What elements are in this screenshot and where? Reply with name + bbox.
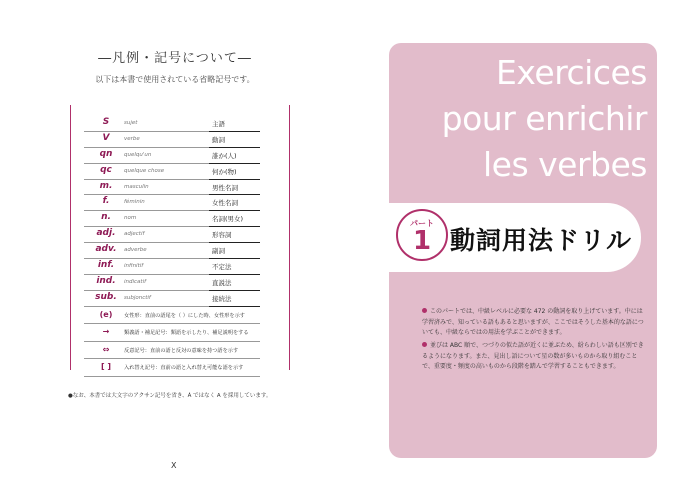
french-title-line: pour enrichir	[441, 99, 647, 138]
table-row	[84, 211, 260, 227]
table-row	[84, 243, 260, 259]
abbreviation: n.	[101, 212, 111, 223]
symbol-description: 類義語・補足記号：類語を示したり、補足説明をする	[124, 330, 249, 337]
symbol: →	[102, 327, 110, 337]
japanese-meaning: 副詞	[212, 247, 225, 256]
footnote: ●なお、本書では大文字のアクサン記号を省き、Á ではなく A を採用しています。	[68, 393, 272, 399]
abbreviation: qn	[99, 148, 113, 159]
table-row	[84, 164, 260, 180]
table-row	[84, 227, 260, 243]
page-title: ―凡例・記号について―	[98, 51, 252, 66]
description-paragraph	[422, 307, 644, 339]
abbreviation: sub.	[95, 291, 117, 302]
abbreviation: f.	[102, 196, 110, 207]
abbreviation: inf.	[97, 260, 115, 271]
bullet-icon	[422, 342, 427, 347]
japanese-meaning: 主語	[212, 120, 225, 128]
symbol-description: 入れ替え記号：直前の語と入れ替え可能な語を示す	[124, 365, 244, 372]
table-row	[84, 275, 260, 291]
japanese-meaning: 動詞	[212, 135, 225, 144]
bullet-icon	[422, 308, 427, 313]
paragraph-text: このパートでは、中級レベルに必要な 472 の動詞を取り上げています。中には学習済みで、知っている語もあると思いますが、ここではそうした基本的な語についても、中級ならではの用法を学ぶことができます。	[422, 308, 644, 336]
full-term: sujet	[124, 120, 138, 126]
japanese-meaning: 形容詞	[212, 231, 232, 240]
abbreviation: m.	[99, 180, 113, 191]
french-title-line: Exercices	[496, 53, 647, 92]
full-term: adjectif	[124, 231, 145, 238]
part-number: 1	[412, 226, 432, 256]
description-paragraph	[422, 341, 644, 373]
table-row	[84, 195, 260, 211]
symbol-row	[84, 307, 260, 325]
symbol: (e)	[99, 309, 113, 319]
symbol: ⇔	[102, 344, 110, 354]
full-term: féminin	[124, 199, 145, 206]
table-row	[84, 180, 260, 196]
japanese-meaning: 男性名詞	[212, 183, 238, 192]
full-term: adverbe	[124, 247, 147, 254]
part-label: パート	[410, 219, 434, 228]
full-term: indicatif	[124, 278, 147, 285]
symbol-description: 女性形：直前の語尾を（ ）にした時、女性形を示す	[124, 312, 245, 319]
abbreviation: ind.	[96, 275, 116, 286]
table-row	[84, 259, 260, 275]
full-term: nom	[124, 215, 137, 222]
page-number: X	[171, 461, 177, 470]
full-term: masculin	[124, 183, 149, 190]
symbol-row	[84, 359, 260, 377]
symbol-description: 反意記号：直前の語と反対の意味を持つ語を示す	[124, 347, 239, 354]
full-term: quelqu'un	[124, 151, 152, 158]
full-term: verbe	[124, 135, 140, 142]
abbreviation: adj.	[96, 228, 116, 239]
table-row	[84, 116, 260, 132]
symbol-row	[84, 324, 260, 342]
abbreviation: S	[102, 117, 110, 127]
abbreviation: V	[102, 132, 110, 143]
table-row	[84, 291, 260, 307]
french-title-line: les verbes	[483, 145, 647, 184]
table-row	[84, 148, 260, 164]
japanese-meaning: 誰か(人)	[212, 151, 237, 160]
abbreviation-table	[84, 116, 260, 377]
full-term: quelque chose	[124, 167, 165, 174]
table-row	[84, 132, 260, 148]
full-term: infinitif	[124, 263, 144, 270]
abbreviation: adv.	[95, 244, 117, 255]
japanese-meaning: 接続法	[212, 294, 232, 303]
full-term: subjonctif	[124, 294, 151, 301]
abbreviation: qc	[100, 164, 112, 175]
symbol: [ ]	[100, 362, 112, 372]
japanese-meaning: 女性名詞	[212, 199, 238, 208]
symbol-row	[84, 342, 260, 360]
japanese-meaning: 直説法	[212, 278, 232, 287]
paragraph-text: 並びは ABC 順で、つづりの似た語が近くに並ぶため、紛らわしい語も区別できるようになります。また、見出し語について星の数が多いものから取り組むことで、重要度・頻度の高いものから段階を踏んで学習することもできます。	[422, 342, 644, 370]
japanese-meaning: 何か(物)	[212, 167, 237, 176]
part-title: 動詞用法ドリル	[450, 226, 633, 255]
page-subtitle: 以下は本書で使用されている省略記号です。	[95, 75, 255, 84]
japanese-meaning: 名詞(男女)	[212, 215, 244, 224]
japanese-meaning: 不定法	[212, 263, 232, 272]
